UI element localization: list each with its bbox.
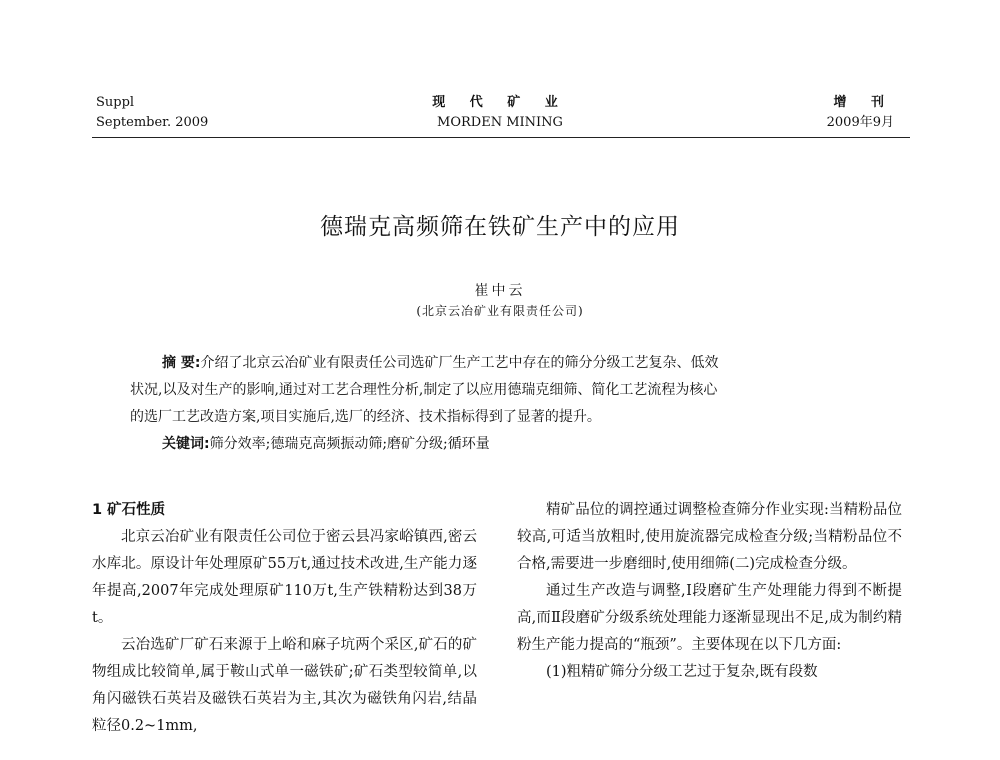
section-heading-1: 1 矿石性质 (92, 502, 166, 518)
journal-name-en: MORDEN MINING (437, 115, 563, 130)
keywords-line (130, 431, 870, 458)
paragraph: 通过生产改造与调整,Ⅰ段磨矿生产处理能力得到不断提高,而Ⅱ段磨矿分级系统处理能力逐渐显现出不足,成为制约精粉生产能力提高的“瓶颈”。主要体现在以下几方面: (517, 583, 902, 653)
right-column (517, 497, 902, 686)
left-column (92, 497, 477, 740)
header-right (827, 93, 894, 133)
article-title: 德瑞克高频筛在铁矿生产中的应用 (320, 214, 680, 240)
author-affiliation: (北京云冶矿业有限责任公司) (416, 304, 584, 318)
paragraph: (1)粗精矿筛分分级工艺过于复杂,既有段数 (546, 664, 818, 680)
keywords-label: 关键词: (162, 436, 210, 452)
header-issue-date: September. 2009 (96, 115, 209, 130)
header-divider (92, 137, 910, 138)
paragraph: 北京云冶矿业有限责任公司位于密云县冯家峪镇西,密云水库北。原设计年处理原矿55万t,通过技术改进,生产能力逐年提高,2007年完成处理原矿110万t,生产铁精粉达到38万t。 (92, 529, 477, 626)
header-supplement-cn: 增 刊 (833, 95, 894, 110)
paragraph: 云冶选矿厂矿石来源于上峪和麻子坑两个采区,矿石的矿物组成比较简单,属于鞍山式单一磁铁矿;矿石类型较简单,以角闪磁铁石英岩及磁铁石英岩为主,其次为磁铁角闪岩,结晶粒径0.2~1mm, (92, 637, 477, 734)
article-author: 崔中云 (474, 283, 526, 299)
abstract-line-1 (130, 350, 870, 377)
keywords-text: 筛分效率;德瑞克高频振动筛;磨矿分级;循环量 (209, 436, 490, 452)
abstract-block (130, 350, 870, 458)
header-supplement-label: Suppl (96, 95, 135, 110)
journal-name-cn: 现 代 矿 业 (432, 95, 568, 110)
abstract-line-3: 的选厂工艺改造方案,项目实施后,选厂的经济、技术指标得到了显著的提升。 (130, 409, 601, 425)
paragraph: 精矿品位的调控通过调整检查筛分作业实现:当精粉品位较高,可适当放粗时,使用旋流器完成检查分级;当精粉品位不合格,需要进一步磨细时,使用细筛(二)完成检查分级。 (517, 502, 902, 572)
header-date-cn: 2009年9月 (826, 115, 894, 130)
abstract-line-2: 状况,以及对生产的影响,通过对工艺合理性分析,制定了以应用德瑞克细筛、简化工艺流程为核心 (130, 382, 718, 398)
abstract-text-1: 介绍了北京云冶矿业有限责任公司选矿厂生产工艺中存在的筛分分级工艺复杂、低效 (200, 355, 719, 371)
abstract-label: 摘 要: (162, 355, 201, 371)
